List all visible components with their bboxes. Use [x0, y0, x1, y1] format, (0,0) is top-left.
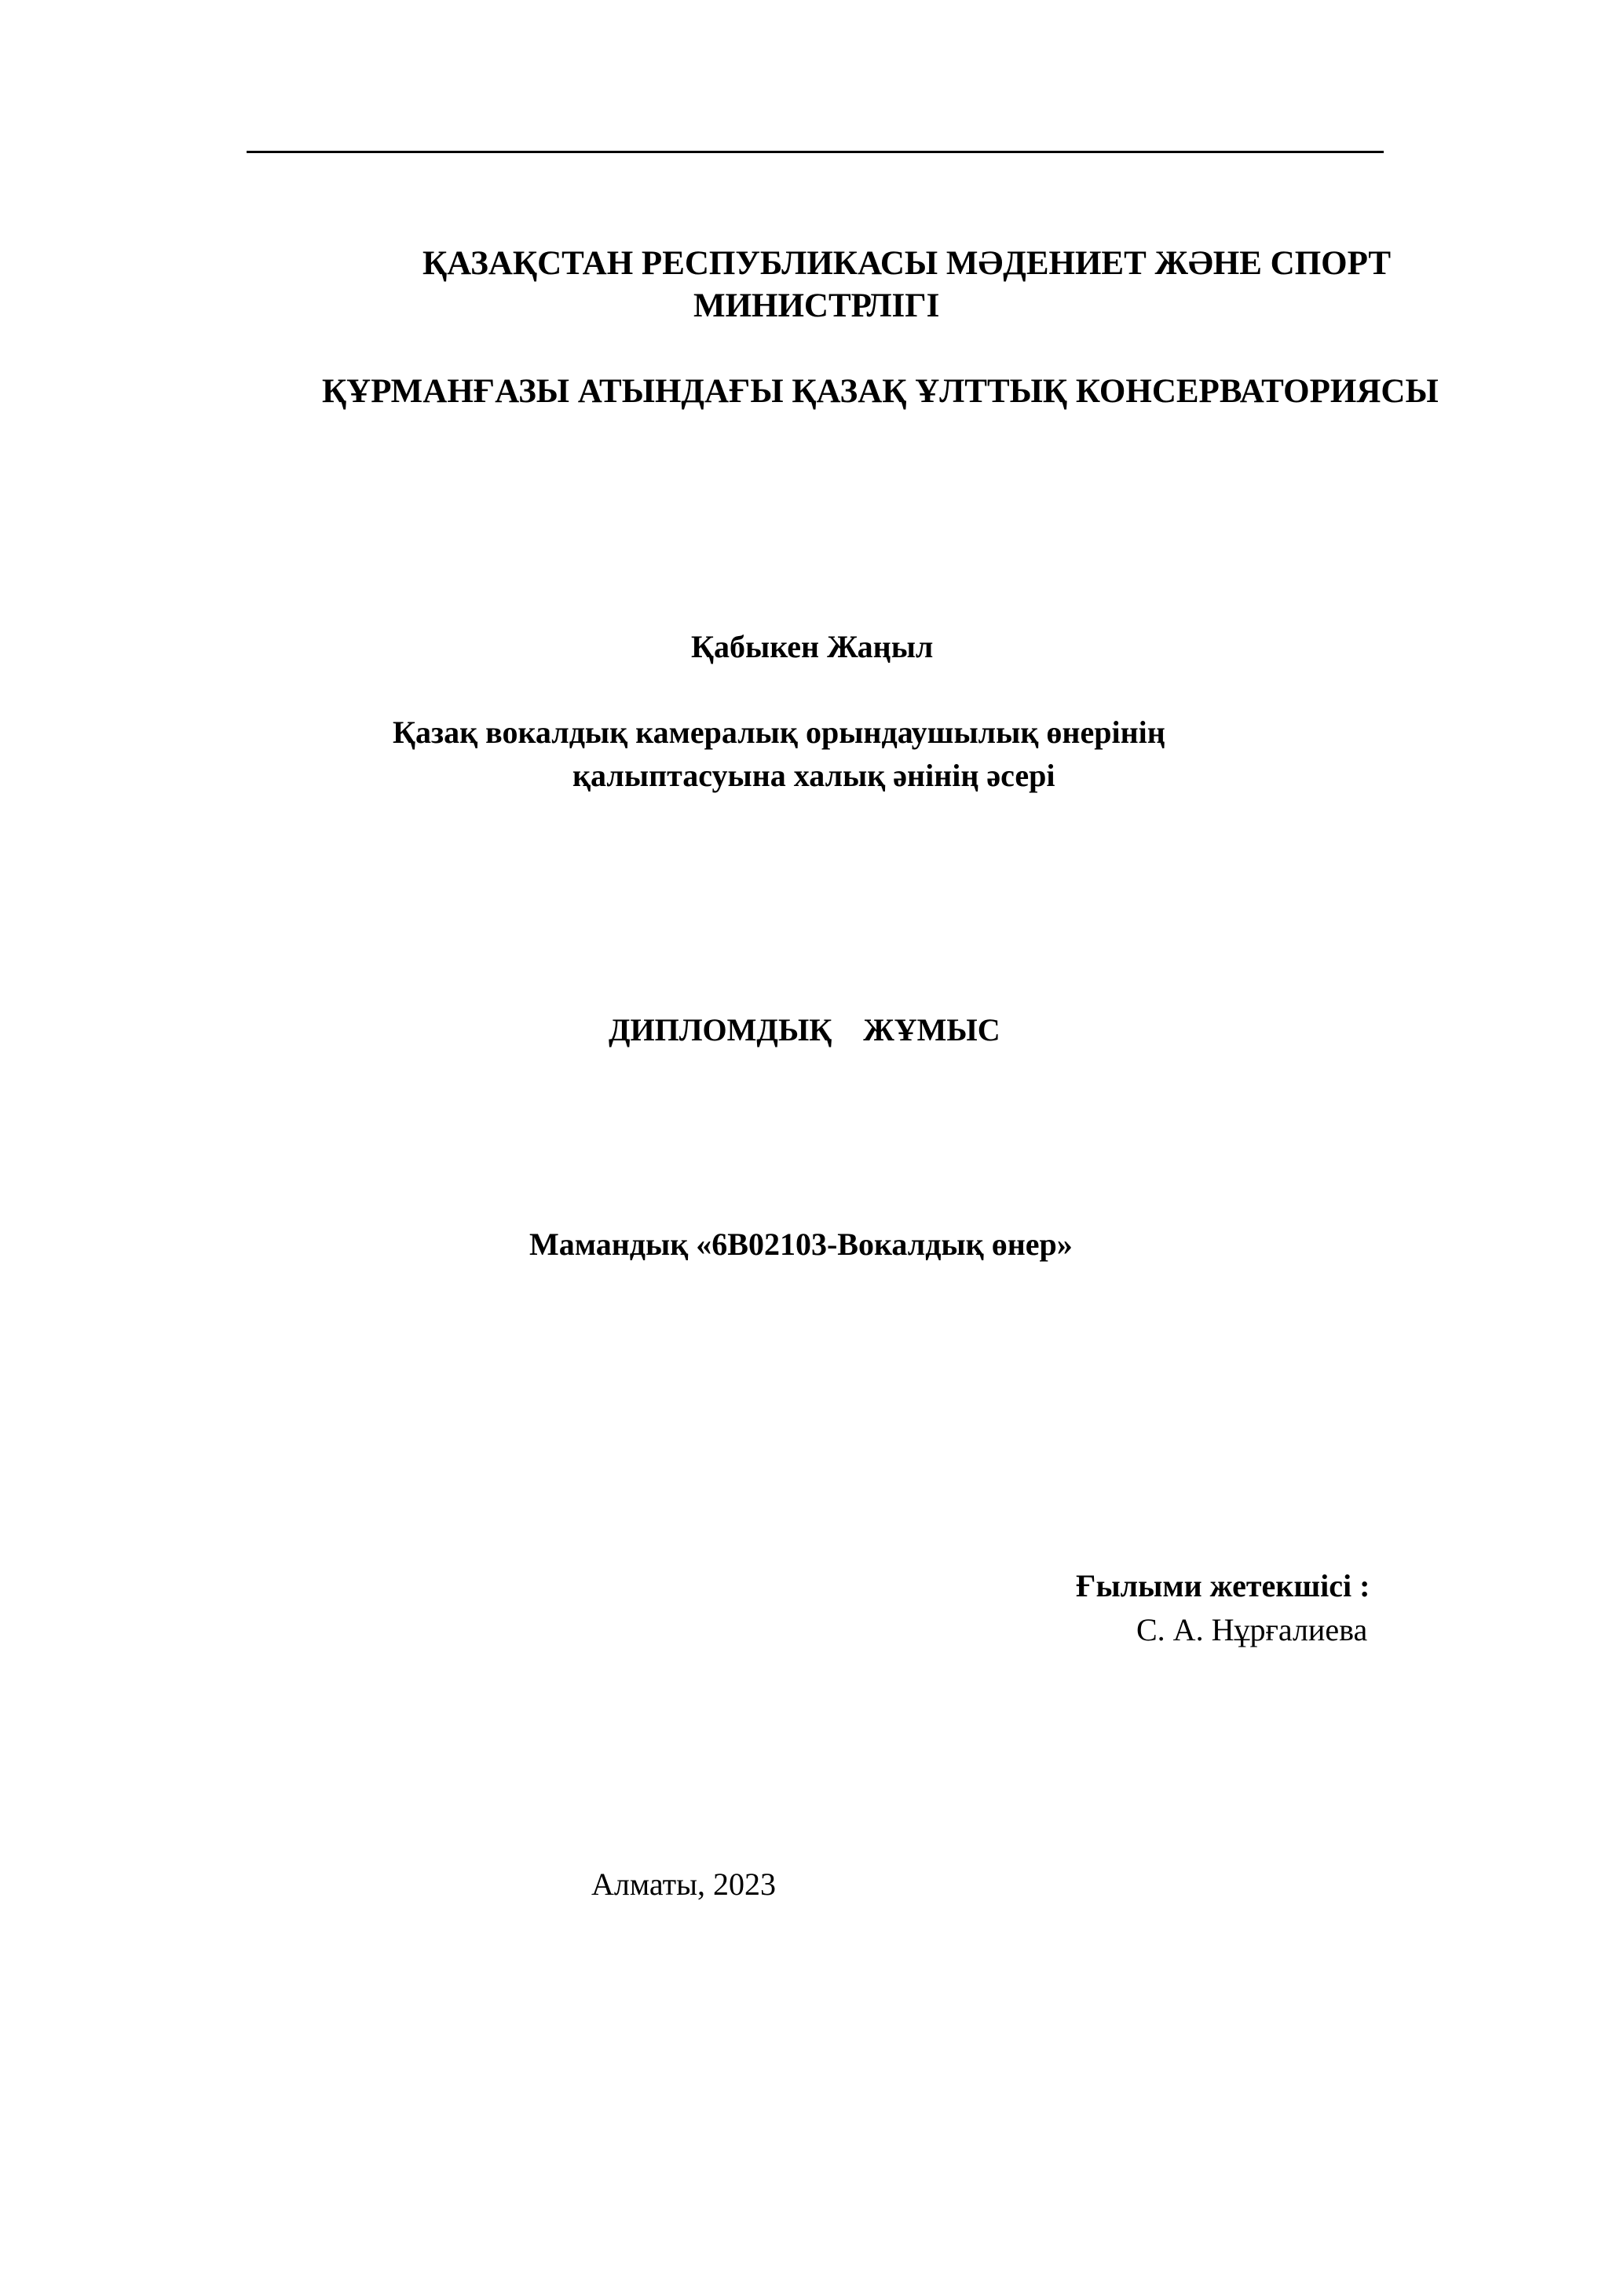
author-name: Қабыкен Жаңыл [691, 629, 934, 664]
ministry-line-2: МИНИСТРЛІГІ [693, 287, 940, 324]
supervisor-label: Ғылыми жетекшісі : [1076, 1568, 1370, 1603]
thesis-title-line-1: Қазақ вокалдық камералық орындаушылық өнерінің [393, 715, 1165, 750]
thesis-title-line-2: қалыптасуына халық әнінің әсері [572, 758, 1055, 793]
place-and-year: Алматы, 2023 [591, 1866, 776, 1902]
ministry-line-1: ҚАЗАҚСТАН РЕСПУБЛИКАСЫ МӘДЕНИЕТ ЖӘНЕ СПОРТ [422, 245, 1392, 282]
institution-name: ҚҰРМАНҒАЗЫ АТЫНДАҒЫ ҚАЗАҚ ҰЛТТЫҚ КОНСЕРВАТОРИЯСЫ [322, 373, 1439, 410]
supervisor-name: С. А. Нұрғалиева [1136, 1612, 1368, 1647]
specialty: Мамандық «6В02103-Вокалдық өнер» [529, 1227, 1073, 1262]
header-divider [247, 151, 1384, 153]
work-type: ДИПЛОМДЫҚ ЖҰМЫС [609, 1012, 1000, 1047]
